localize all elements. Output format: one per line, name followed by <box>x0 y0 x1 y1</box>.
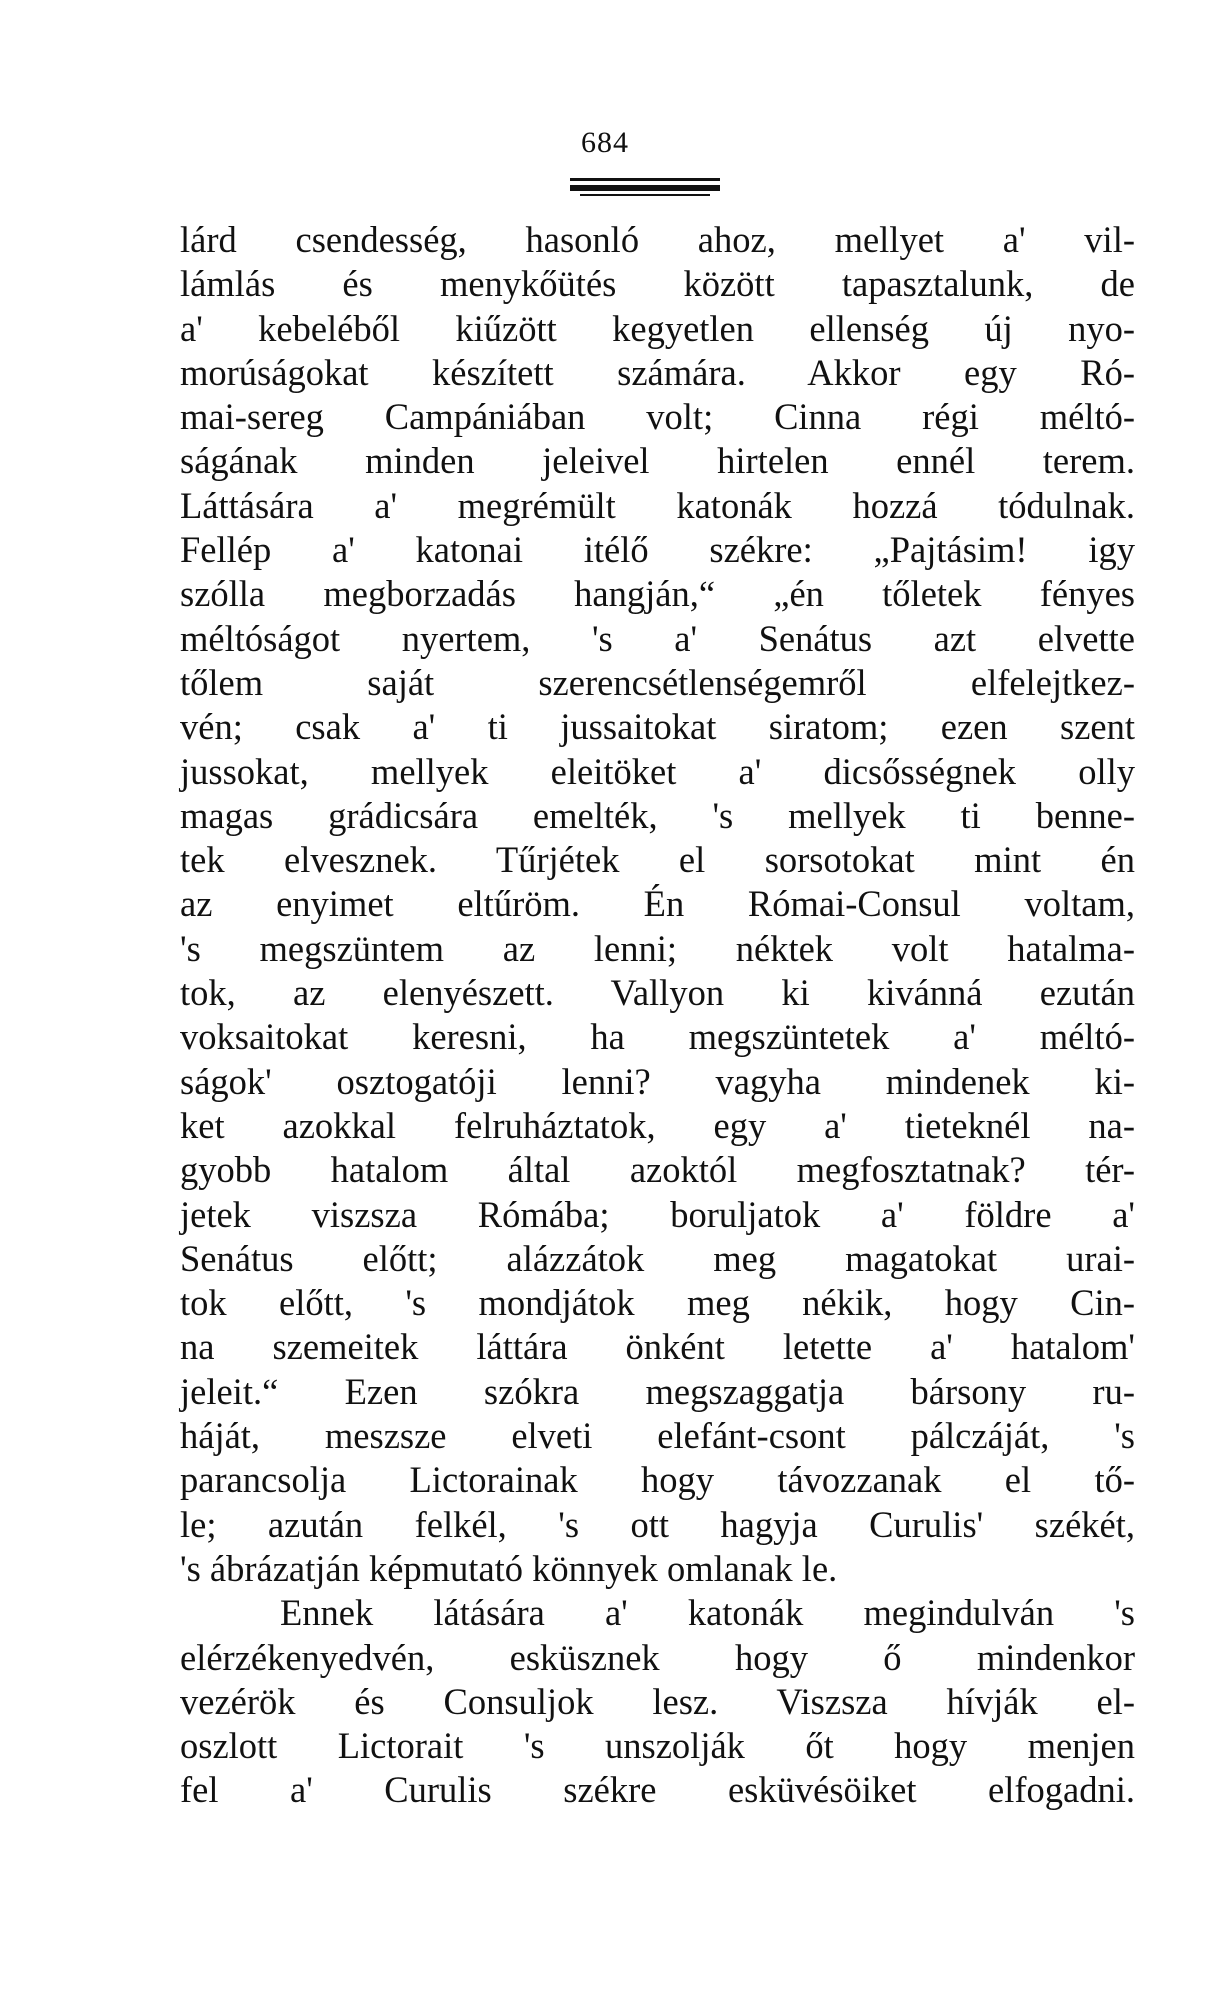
text-line: mai-sereg Campániában volt; Cinna régi méltó- <box>180 396 1135 438</box>
text-line: morúságokat készített számára. Akkor egy Ró- <box>180 351 1135 393</box>
text-line: tek elvesznek. Tűrjétek el sorsotokat mint én <box>180 839 1135 881</box>
text-line: na szemeitek láttára önként letette a' hatalom' <box>180 1326 1135 1368</box>
text-line: a' kebeléből kiűzött kegyetlen ellenség új nyo- <box>180 307 1135 349</box>
page-number: 684 <box>581 126 629 159</box>
text-line: 's megszüntem az lenni; néktek volt hatalma- <box>180 927 1135 969</box>
text-line: tok, az elenyészett. Vallyon ki kivánná ezután <box>180 972 1135 1014</box>
text-line: ket azokkal felruháztatok, egy a' tieteknél na- <box>180 1104 1135 1146</box>
header-rule <box>580 194 710 196</box>
text-line: ságok' osztogatóji lenni? vagyha mindenek ki- <box>180 1060 1135 1102</box>
text-line: méltóságot nyertem, 's a' Senátus azt elvette <box>180 617 1135 659</box>
text-line: 's ábrázatján képmutató könnyek omlanak le. <box>180 1547 838 1589</box>
text-line: az enyimet eltűröm. Én Római-Consul voltam, <box>180 883 1135 925</box>
text-line: jetek viszsza Rómába; boruljatok a' földre a' <box>180 1193 1135 1235</box>
text-line: elérzékenyedvén, esküsznek hogy ő mindenkor <box>180 1636 1135 1678</box>
text-line: tőlem saját szerencsétlenségemről elfelejtkez- <box>180 661 1135 703</box>
text-line: Senátus előtt; alázzátok meg magatokat urai- <box>180 1237 1135 1279</box>
text-line: fel a' Curulis székre esküvésöiket elfogadni. <box>180 1769 1135 1811</box>
text-line: lámlás és menykőütés között tapasztalunk, de <box>180 263 1135 305</box>
text-line: Láttására a' megrémült katonák hozzá tódulnak. <box>180 484 1135 526</box>
text-line: Fellép a' katonai itélő székre: „Pajtásim! igy <box>180 529 1135 571</box>
header-rule <box>570 185 720 191</box>
body-text <box>180 218 1135 1813</box>
text-line: oszlott Lictorait 's unszolják őt hogy menjen <box>180 1725 1135 1767</box>
text-line: tok előtt, 's mondjátok meg nékik, hogy Cin- <box>180 1282 1135 1324</box>
text-line: jussokat, mellyek eleitöket a' dicsősségnek olly <box>180 750 1135 792</box>
text-line: háját, meszsze elveti elefánt-csont pálczáját, 's <box>180 1415 1135 1457</box>
text-line: jeleit.“ Ezen szókra megszaggatja bársony ru- <box>180 1370 1135 1412</box>
text-line: Ennek látására a' katonák megindulván 's <box>280 1592 1135 1634</box>
text-line: gyobb hatalom által azoktól megfosztatnak? tér- <box>180 1149 1135 1191</box>
text-line: parancsolja Lictorainak hogy távozzanak el tő- <box>180 1459 1135 1501</box>
text-line: lárd csendesség, hasonló ahoz, mellyet a' vil- <box>180 219 1135 260</box>
text-line: vén; csak a' ti jussaitokat siratom; ezen szent <box>180 706 1135 748</box>
text-line: vezérök és Consuljok lesz. Viszsza hívják el- <box>180 1680 1135 1722</box>
text-line: voksaitokat keresni, ha megszüntetek a' méltó- <box>180 1016 1135 1058</box>
text-line: szólla megborzadás hangján,“ „én tőletek fényes <box>180 573 1135 615</box>
text-line: le; azután felkél, 's ott hagyja Curulis' székét, <box>180 1503 1135 1545</box>
header-rule <box>570 178 720 181</box>
text-line: ságának minden jeleivel hirtelen ennél terem. <box>180 440 1135 482</box>
text-line: magas grádicsára emelték, 's mellyek ti benne- <box>180 794 1135 836</box>
